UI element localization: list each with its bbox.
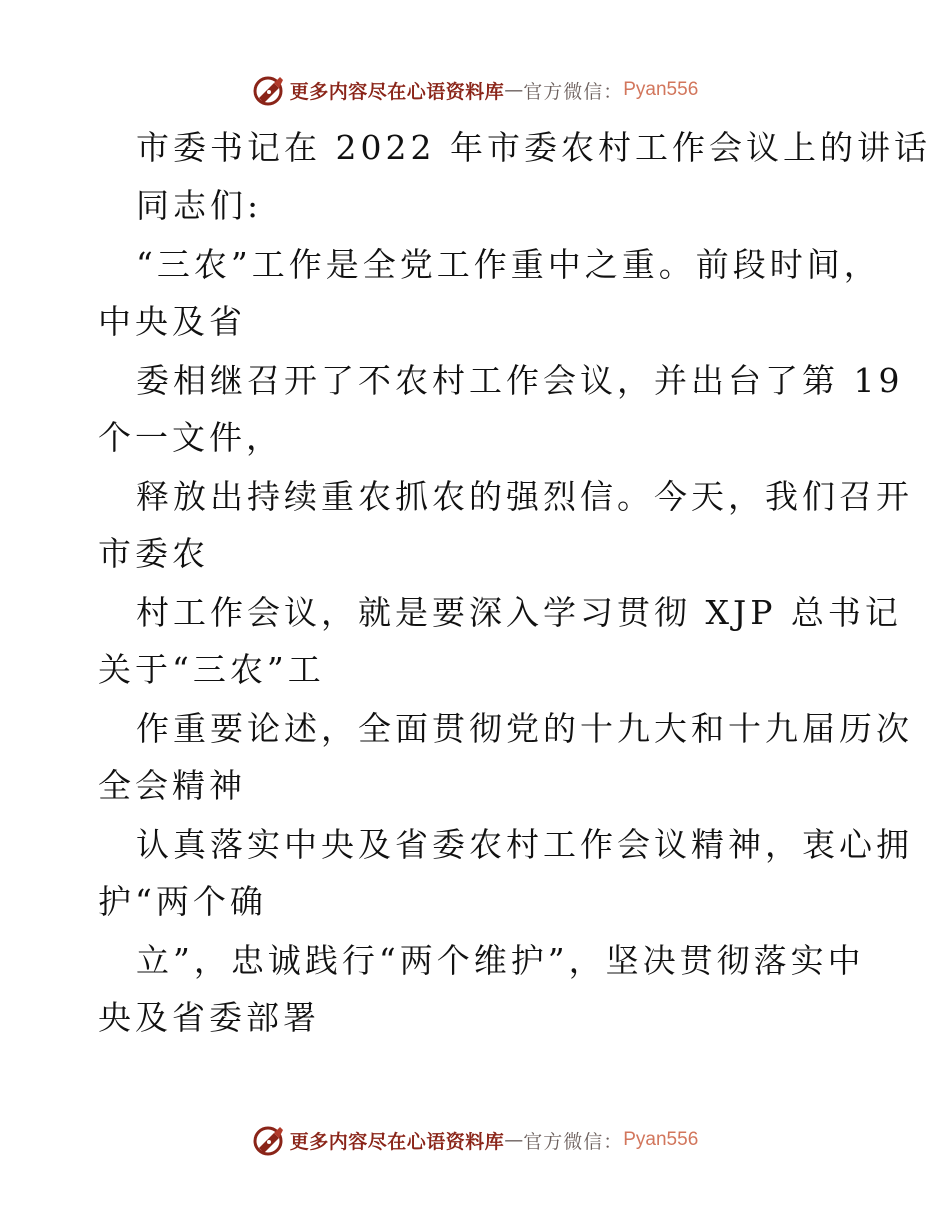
body-line: 央及省委部署 (98, 998, 320, 1037)
watermark-brand-text: 更多内容尽在心语资料库 (289, 80, 505, 103)
body-line: 立”，忠诚践行“两个维护”，坚决贯彻落实中 (136, 941, 865, 980)
watermark-wechat-id: Pyan556 (623, 1129, 699, 1150)
body-line: 认真落实中央及省委农村工作会议精神，衷心拥 (136, 825, 913, 864)
body-line: 释放出持续重农抓农的强烈信。今天，我们召开 (136, 477, 913, 516)
body-line: 护“两个确 (98, 882, 267, 921)
footer-watermark (0, 1120, 950, 1160)
salutation: 同志们: (136, 186, 263, 225)
watermark-brand-text: 更多内容尽在心语资料库 (289, 1130, 505, 1153)
watermark-wechat-label: 官方微信： (523, 80, 624, 103)
body-line: 关于“三农”工 (98, 650, 325, 689)
body-line: 全会精神 (98, 766, 246, 805)
pen-nib-circle-icon (252, 72, 288, 108)
body-line: 个一文件， (98, 418, 283, 457)
body-line: “三农”工作是全党工作重中之重。前段时间， (136, 245, 881, 284)
header-watermark (0, 70, 950, 110)
body-line: 委相继召开了不农村工作会议，并出台了第 19 (136, 361, 904, 400)
body-line: 村工作会议，就是要深入学习贯彻 XJP 总书记 (136, 593, 902, 632)
watermark-separator: — (504, 1129, 524, 1151)
body-line: 作重要论述，全面贯彻党的十九大和十九届历次 (136, 709, 913, 748)
watermark-wechat-label: 官方微信： (523, 1130, 624, 1153)
pen-nib-circle-icon (252, 1122, 288, 1158)
document-title: 市委书记在 2022 年市委农村工作会议上的讲话 (136, 128, 931, 167)
body-line: 中央及省 (98, 302, 246, 341)
body-line: 市委农 (98, 534, 209, 573)
watermark-separator: — (504, 79, 524, 101)
watermark-wechat-id: Pyan556 (623, 79, 699, 100)
